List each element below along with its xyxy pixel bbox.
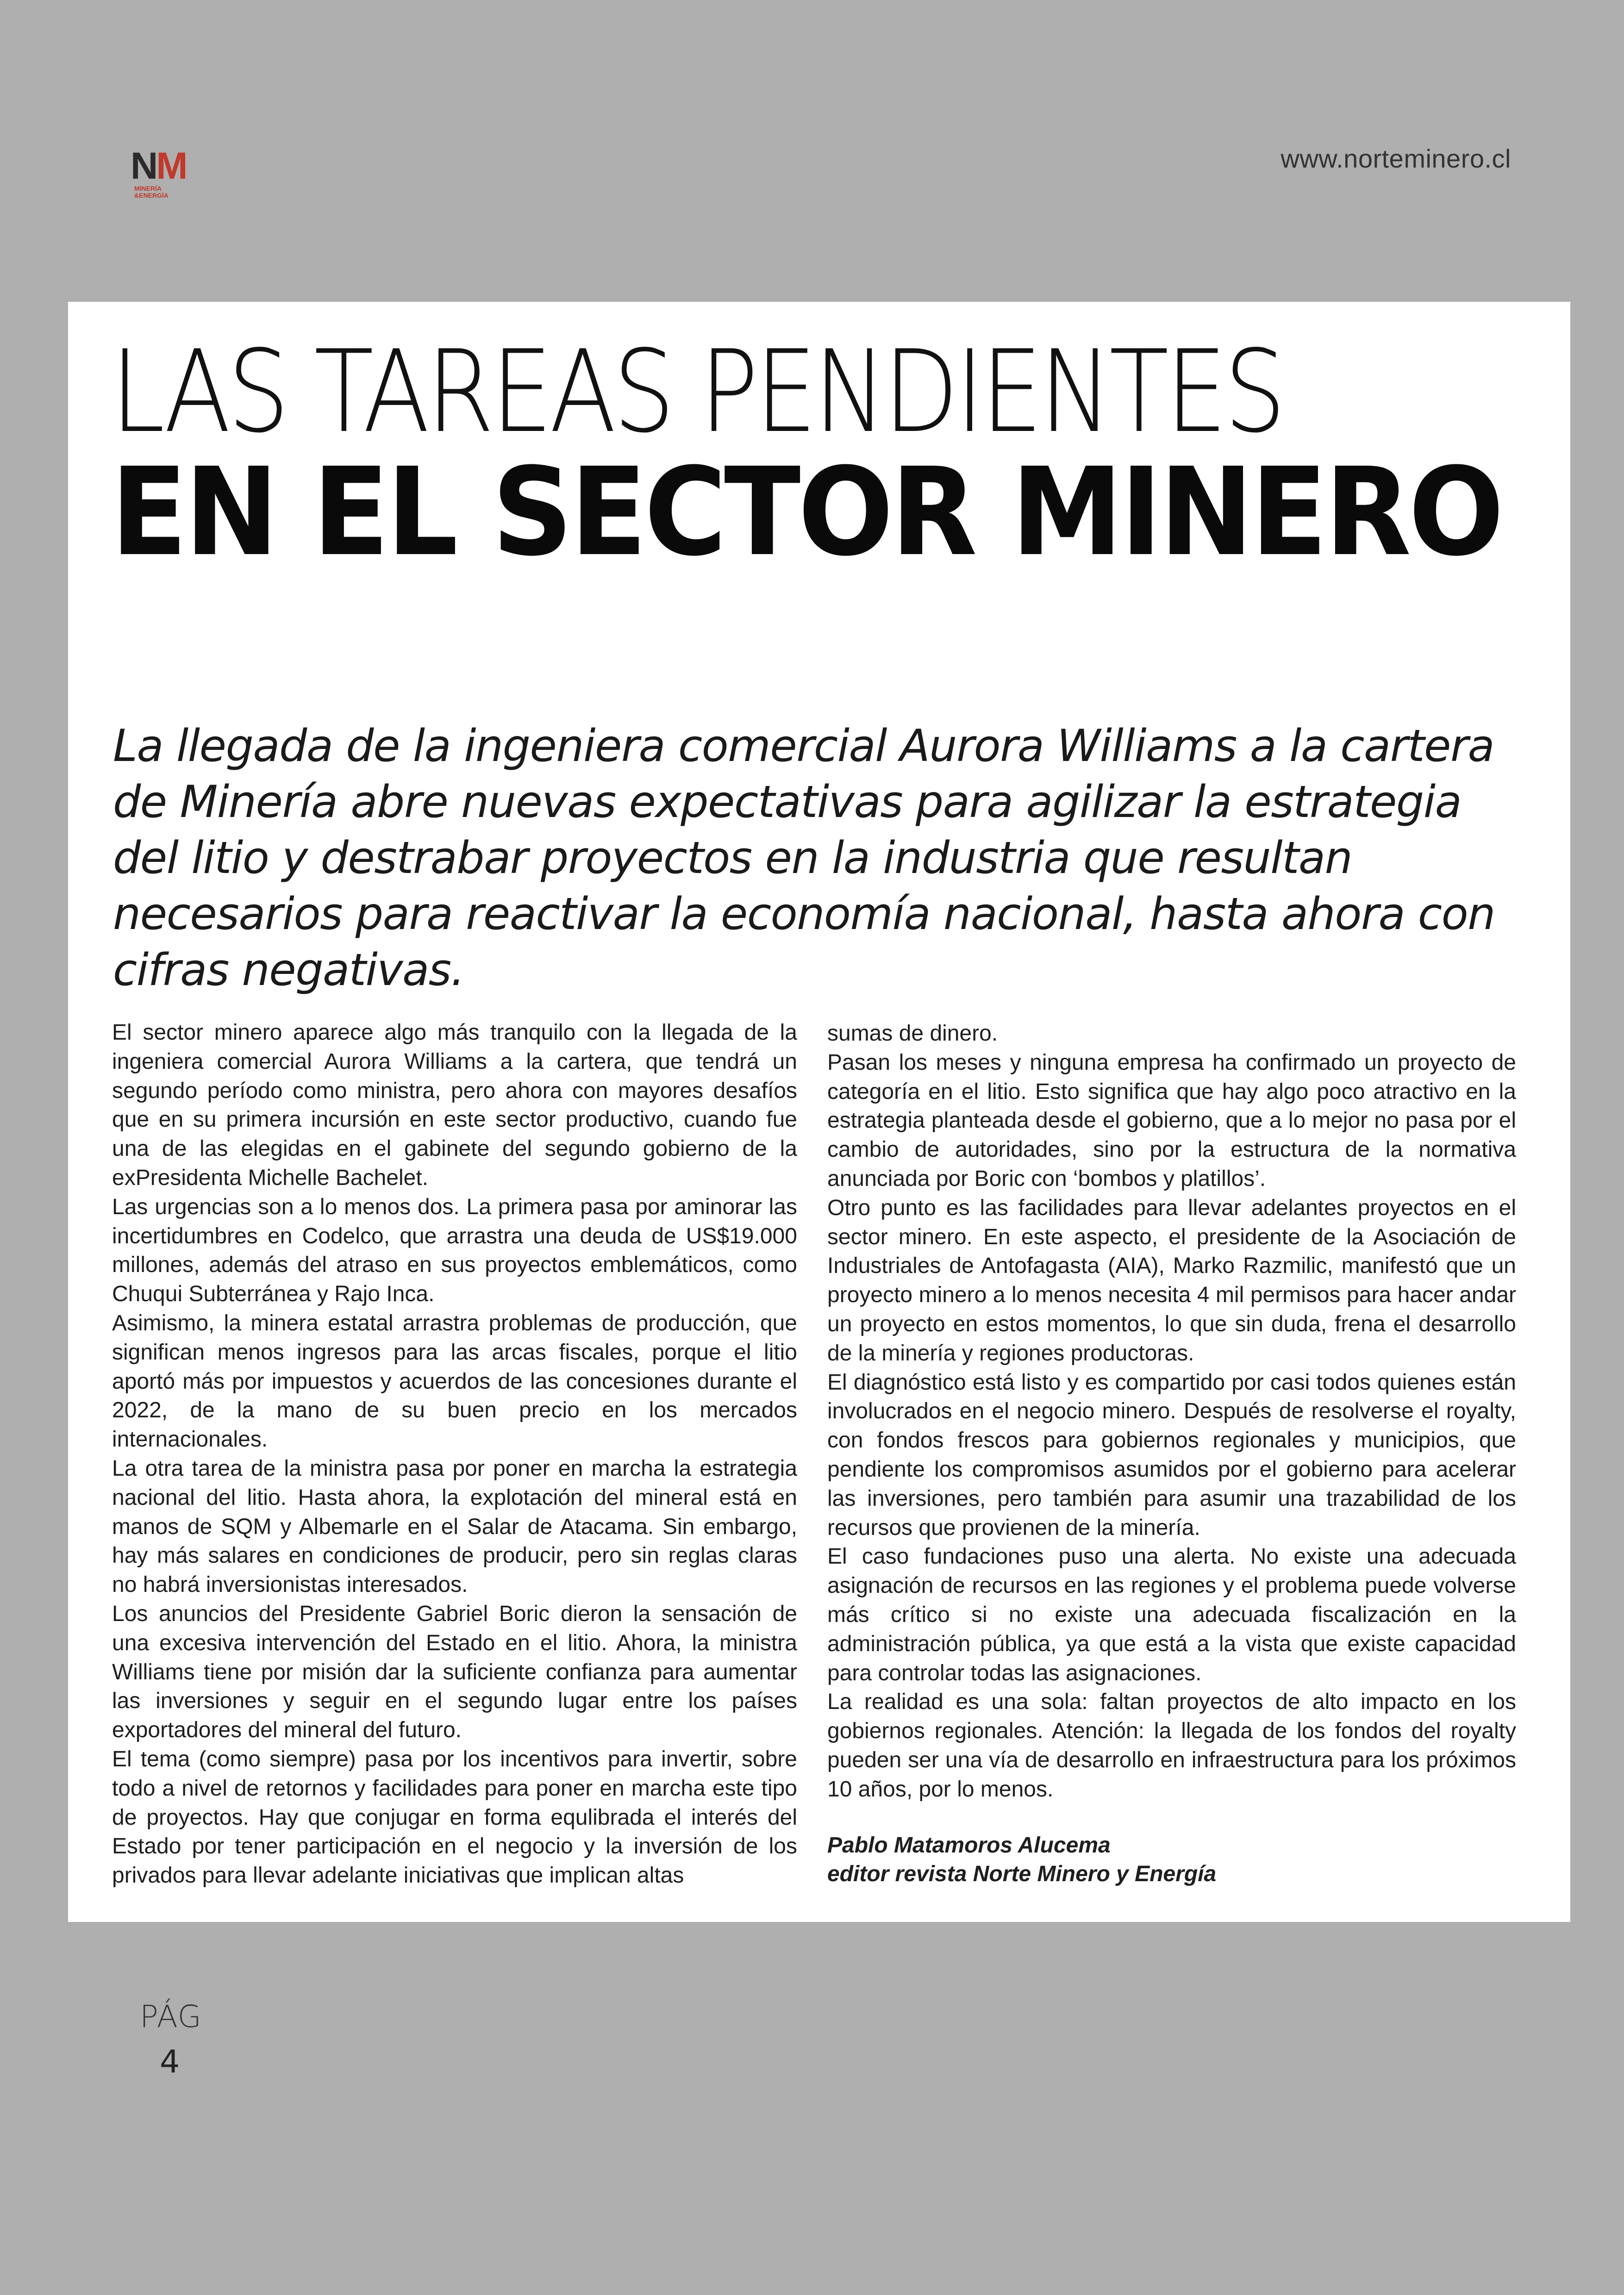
headline-line1: LAS TAREAS PENDIENTES [111,326,1283,458]
site-url: www.norteminero.cl [1280,144,1511,173]
article-panel [68,302,1570,1922]
article-column-left [112,1018,797,1890]
logo-monogram: NM [131,145,186,187]
article-column-right [827,1019,1516,1889]
body-paragraph: Otro punto es las facilidades para llevar adelantes proyectos en el sector minero. En este aspecto, el presidente de la Asociación de Industriales de Antofagasta (AIA), Marko Razmilic, manifestó que un proyecto minero a lo menos necesita 4 mil permisos para hacer andar un proyecto en estos momentos, lo que sin duda, frena el desarrollo de la minería y regiones productoras. [827,1195,1516,1366]
body-paragraph: Asimismo, la minera estatal arrastra problemas de producción, que significan menos ingresos para las arcas fiscales, porque el litio aportó más por impuestos y acuerdos de las concesiones durante el 2022, de la mano de su buen precio en los mercados internacionales. [112,1310,797,1452]
headline-line2: EN EL SECTOR MINERO [111,442,1502,583]
body-paragraph: Pasan los meses y ninguna empresa ha confirmado un proyecto de categoría en el litio. Esto significa que hay algo poco atractivo en la estrategia planteada desde el gobierno, que a lo mejor no pasa por el cambio de autoridades, sino por la estructura de la normativa anunciada por Boric con ‘bombos y platillos’. [827,1050,1516,1191]
author-name: Pablo Matamoros Alucema [827,1833,1111,1858]
page-label: PÁG [140,1999,202,2034]
body-paragraph: El caso fundaciones puso una alerta. No existe una adecuada asignación de recursos en las regiones y el problema puede volverse más crítico si no existe una adecuada fiscalización en la administración pública, ya que está a la vista que existe capacidad para controlar todas las asignaciones. [827,1544,1516,1685]
page-number: 4 [160,2044,180,2080]
body-paragraph: sumas de dinero. [827,1021,998,1046]
logo-subtitle-line2: &ENERGÍA [134,192,169,199]
body-paragraph: El diagnóstico está listo y es compartido por casi todos quienes están involucrados en el negocio minero. Después de resolverse el royalty, con fondos frescos para gobiernos regionales y municipios, que pendiente los compromisos asumidos por el gobierno para acelerar las inversiones, pero también para asumir una trazabilidad de los recursos que provienen de la minería. [827,1370,1516,1540]
brand-logo [131,147,195,198]
lead-paragraph: La llegada de la ingeniera comercial Aurora Williams a la cartera de Minería abre nuevas expectativas para agilizar la estrategia del litio y destrabar proyectos en la industria que resultan necesarios para reactivar la economía nacional, hasta ahora con cifras negativas. [113,721,1495,996]
body-paragraph: Las urgencias son a lo menos dos. La primera pasa por aminorar las incertidumbres en Codelco, que arrastra una deuda de US$19.000 millones, además del atraso en sus proyectos emblemáticos, como Chuqui Subterránea y Rajo Inca. [112,1194,797,1307]
body-paragraph: Los anuncios del Presidente Gabriel Boric dieron la sensación de una excesiva intervención del Estado en el litio. Ahora, la ministra Williams tiene por misión dar la suficiente confianza para aumentar las inversiones y seguir en el segundo lugar entre los países exportadores del mineral del futuro. [112,1601,797,1743]
body-paragraph: El sector minero aparece algo más tranquilo con la llegada de la ingeniera comercial Aurora Williams a la cartera, que tendrá un segundo período como ministra, pero ahora con mayores desafíos que en su primera incursión en este sector productivo, cuando fue una de las elegidas en el gabinete del segundo gobierno de la exPresidenta Michelle Bachelet. [112,1020,797,1190]
author-signature [827,1831,1516,1889]
body-paragraph: La realidad es una sola: faltan proyectos de alto impacto en los gobiernos regionales. Atención: la llegada de los fondos del royalty pueden ser una vía de desarrollo en infraestructura para los próximos 10 años, por lo menos. [827,1690,1516,1802]
body-paragraph: El tema (como siempre) pasa por los incentivos para invertir, sobre todo a nivel de retornos y facilidades para poner en marcha este tipo de proyectos. Hay que conjugar en forma equlibrada el interés del Estado por tener participación en el negocio y la inversión de los privados para llevar adelante iniciativas que implican altas [112,1746,797,1888]
logo-subtitle-line1: MINERÍA [134,185,162,192]
body-paragraph: La otra tarea de la ministra pasa por poner en marcha la estrategia nacional del litio. Hasta ahora, la explotación del mineral está en manos de SQM y Albemarle en el Salar de Atacama. Sin embargo, hay más salares en condiciones de producir, pero sin reglas claras no habrá inversionistas interesados. [112,1456,797,1597]
author-role: editor revista Norte Minero y Energía [827,1861,1217,1886]
